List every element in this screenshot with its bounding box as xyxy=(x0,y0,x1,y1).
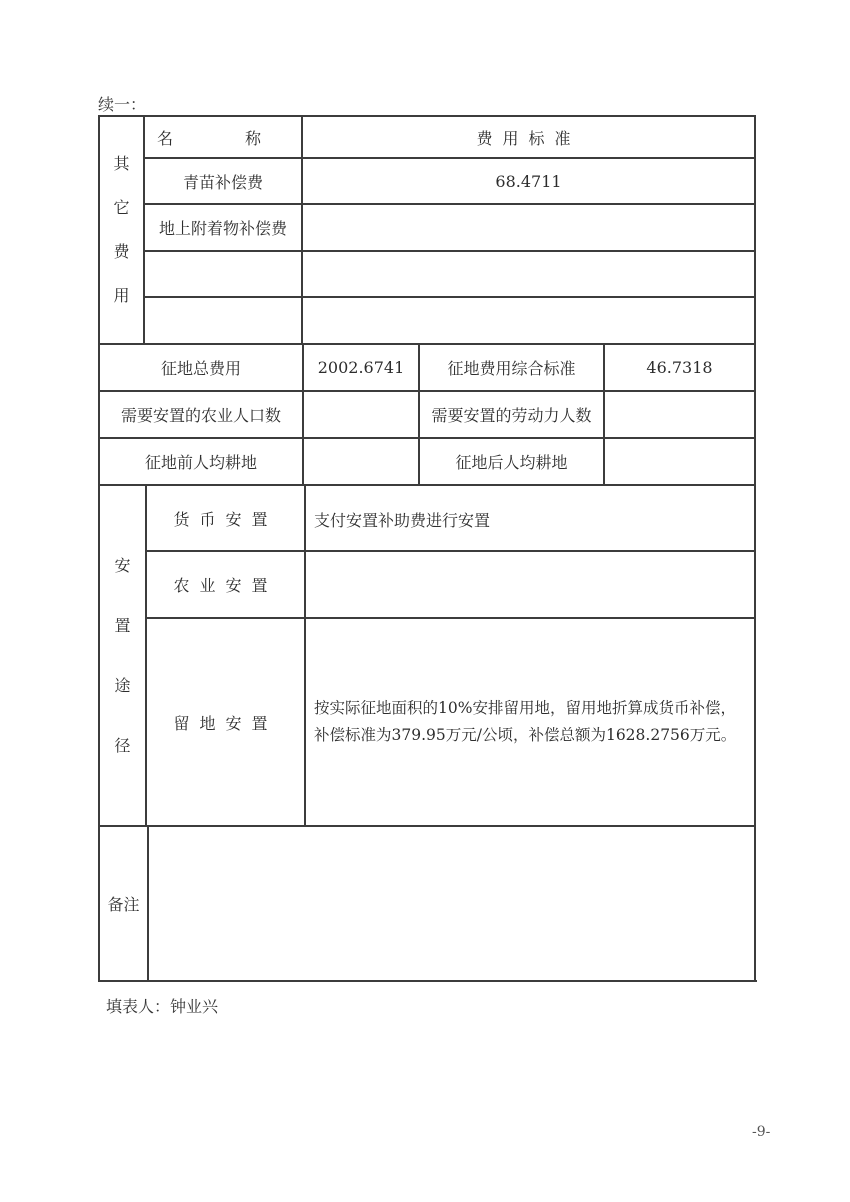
remarks-content xyxy=(149,827,754,980)
fee-standard-cell: 68.4711 xyxy=(495,171,562,191)
group-char: 置 xyxy=(114,615,131,635)
resettlement-content-cell: 按实际征地面积的10%安排留用地，留用地折算成货币补偿，补偿标准为379.95万元/公顷，补偿总额为1628.2756万元。 xyxy=(314,699,737,744)
continuation-label: 续一： xyxy=(98,95,147,114)
resettlement-content-cell xyxy=(306,552,754,617)
resettlement-name-cell: 留地安置 xyxy=(173,713,278,733)
resettlement-content-cell: 支付安置补助费进行安置 xyxy=(314,511,491,530)
fee-standard-cell xyxy=(303,298,754,343)
land-before-label: 征地前人均耕地 xyxy=(144,453,257,472)
agri-population-value xyxy=(304,392,418,437)
col-header-standard: 费用标准 xyxy=(476,128,581,148)
agri-population-label: 需要安置的农业人口数 xyxy=(120,406,281,425)
land-after-label: 征地后人均耕地 xyxy=(455,453,568,472)
land-before-value xyxy=(304,439,418,484)
group-char: 用 xyxy=(113,286,130,305)
composite-standard-label: 征地费用综合标准 xyxy=(447,359,576,378)
group-char: 安 xyxy=(114,555,131,575)
resettlement-name-cell: 农业安置 xyxy=(173,576,278,595)
total-fee-label: 征地总费用 xyxy=(160,359,241,378)
fee-name-cell: 青苗补偿费 xyxy=(182,172,263,192)
composite-standard-value: 46.7318 xyxy=(646,358,713,377)
page-number: -9- xyxy=(752,1124,771,1140)
col-header-name: 名 称 xyxy=(156,128,289,148)
fee-standard-cell xyxy=(303,205,754,250)
fee-standard-cell xyxy=(303,252,754,296)
group-char: 径 xyxy=(114,735,131,755)
resettlement-name-cell: 货币安置 xyxy=(173,509,278,529)
fee-name-cell xyxy=(145,298,301,343)
fee-name-cell xyxy=(145,252,301,296)
labor-count-value xyxy=(605,392,754,437)
group-char: 其 xyxy=(113,154,130,173)
filler-label: 填表人：钟业兴 xyxy=(106,997,219,1016)
land-after-value xyxy=(605,439,754,484)
table-border-right xyxy=(754,115,756,982)
group-char: 它 xyxy=(113,198,130,217)
group-char: 途 xyxy=(114,675,131,695)
table-border-bottom xyxy=(99,980,757,982)
resettlement-group-label xyxy=(100,486,145,825)
group-char: 费 xyxy=(113,242,130,261)
other-fees-group-label xyxy=(100,117,143,343)
fee-name-cell: 地上附着物补偿费 xyxy=(158,219,287,238)
labor-count-label: 需要安置的劳动力人数 xyxy=(431,406,592,425)
remarks-label: 备注 xyxy=(107,895,140,914)
total-fee-value: 2002.6741 xyxy=(317,358,405,377)
